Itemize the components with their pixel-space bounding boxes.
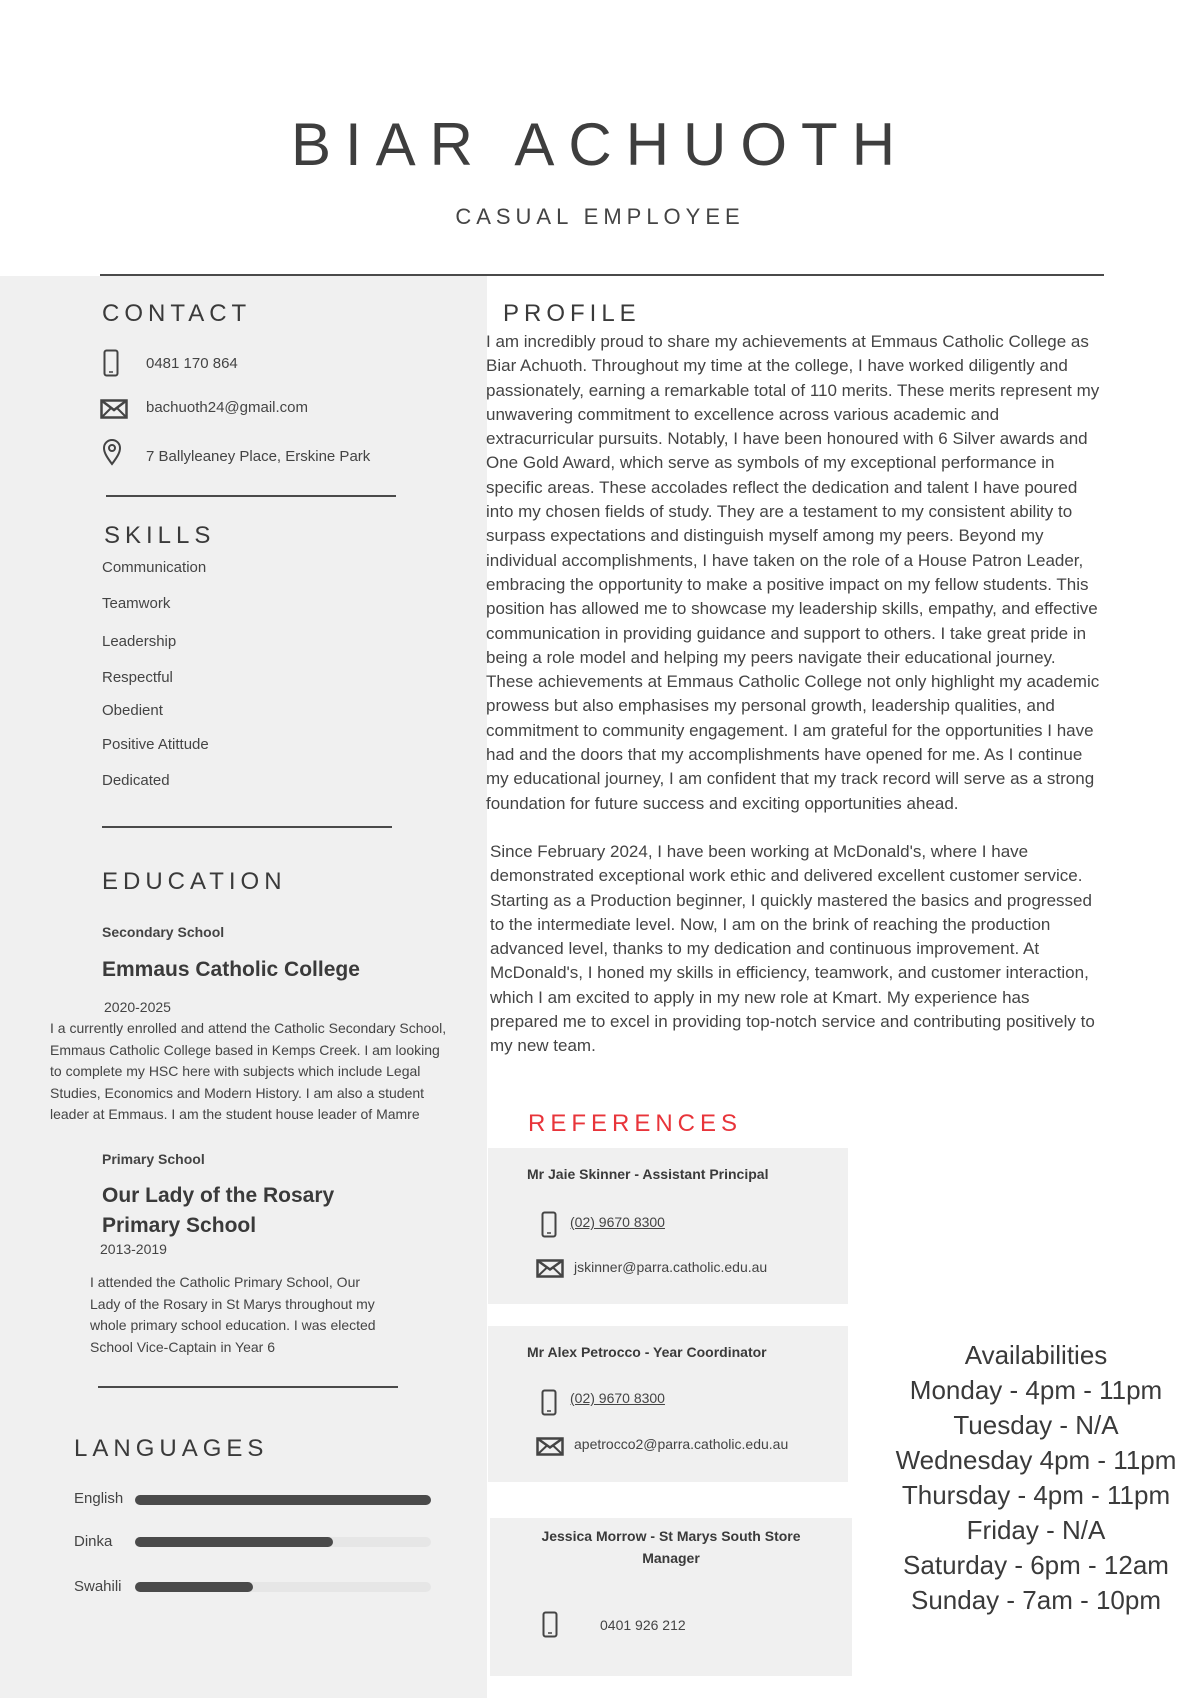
skills-heading: SKILLS — [104, 522, 216, 549]
phone-icon — [103, 349, 119, 377]
language-bar-fill — [135, 1537, 333, 1547]
availabilities-heading: Availabilities — [964, 1340, 1108, 1370]
reference-phone[interactable]: (02) 9670 8300 — [570, 1390, 665, 1406]
map-pin-icon — [102, 438, 122, 466]
language-bar-fill — [135, 1582, 253, 1592]
language-name: English — [74, 1490, 124, 1507]
availabilities — [880, 1338, 1192, 1618]
skill-item: Teamwork — [102, 595, 171, 612]
language-bar-fill — [135, 1495, 431, 1505]
reference-email[interactable]: jskinner@parra.catholic.edu.au — [574, 1259, 768, 1275]
education-years: 2013-2019 — [100, 1241, 167, 1257]
skill-item: Dedicated — [102, 772, 170, 789]
candidate-name: BIAR ACHUOTH — [290, 111, 910, 178]
reference-name: Mr Alex Petrocco - Year Coordinator — [527, 1344, 767, 1360]
education-level: Primary School — [102, 1151, 205, 1167]
reference-name: Manager — [642, 1550, 700, 1566]
availability-line: Monday - 4pm - 11pm — [909, 1375, 1163, 1405]
education-level: Secondary School — [102, 924, 225, 940]
language-bar — [135, 1537, 431, 1547]
sidebar — [0, 276, 487, 1698]
reference-card — [488, 1148, 848, 1304]
education-description: I a currently enrolled and attend the Catholic Secondary School, Emmaus Catholic College based in Kemps Creek. I am looking to complete my HSC here with subjects which include Legal Studies, Economics and Modern History. I am also a student leader at Emmaus. I am the student house leader of Mamre — [50, 1020, 447, 1122]
availability-line: Wednesday 4pm - 11pm — [895, 1445, 1177, 1475]
education-school: Emmaus Catholic College — [102, 958, 360, 981]
contact-phone: 0481 170 864 — [146, 355, 238, 372]
education-divider — [98, 1386, 398, 1388]
availability-line: Thursday - 4pm - 11pm — [901, 1480, 1171, 1510]
contact-email[interactable]: bachuoth24@gmail.com — [146, 399, 308, 416]
skill-item: Obedient — [102, 702, 163, 719]
reference-card — [488, 1326, 848, 1482]
availability-line: Friday - N/A — [966, 1515, 1106, 1545]
references-heading: REFERENCES — [528, 1110, 743, 1137]
phone-icon — [541, 1211, 557, 1238]
skill-item: Leadership — [102, 633, 177, 650]
contact-address: 7 Ballyleaney Place, Erskine Park — [146, 448, 371, 465]
reference-phone[interactable]: (02) 9670 8300 — [570, 1214, 665, 1230]
language-name: Swahili — [74, 1578, 122, 1595]
skill-item: Communication — [102, 559, 207, 576]
language-bar — [135, 1495, 431, 1505]
envelope-icon — [536, 1437, 564, 1456]
reference-name: Mr Jaie Skinner - Assistant Principal — [527, 1166, 769, 1182]
education-heading: EDUCATION — [102, 868, 287, 895]
contact-heading: CONTACT — [102, 300, 252, 327]
profile-heading: PROFILE — [503, 300, 641, 327]
skills-divider — [102, 826, 392, 828]
profile-paragraph: Since February 2024, I have been working at McDonald's, where I have demonstrated exceptional work ethic and delivered excellent customer service. Starting as a Production beginner, I quickly mastered the basics and progressed to the intermediate level. Now, I am on the brink of reaching the production advanced level, thanks to my dedication and continuous improvement. At McDonald's, I honed my skills in efficiency, teamwork, and customer interaction, which I am excited to apply in my new role at Kmart. My experience has prepared me to excel in providing top-notch service and contributing positively to my new team. — [490, 841, 1095, 1056]
skill-item: Respectful — [102, 669, 173, 686]
contact-divider — [106, 495, 396, 497]
availability-line: Tuesday - N/A — [953, 1410, 1119, 1440]
reference-name: Jessica Morrow - St Marys South Store — [541, 1528, 801, 1544]
language-name: Dinka — [74, 1533, 113, 1550]
envelope-icon — [100, 399, 128, 419]
reference-card — [490, 1518, 852, 1676]
reference-email[interactable]: apetrocco2@parra.catholic.edu.au — [574, 1436, 789, 1452]
language-bar — [135, 1582, 431, 1592]
reference-phone: 0401 926 212 — [600, 1617, 686, 1633]
profile-text — [486, 330, 1102, 1059]
profile-paragraph: I am incredibly proud to share my achievements at Emmaus Catholic College as Biar Achuoth. Throughout my time at the college, I have worked diligently and passionately, earning a remarkable total of 110 merits. These merits represent my unwavering commitment to excellence across various academic and extracurricular pursuits. Notably, I have been honoured with 6 Silver awards and One Gold Award, which serve as symbols of my exceptional performance in specific areas. These accolades reflect the dedication and talent I have poured into my chosen fields of study. They are a testament to my consistent ability to surpass expectations and distinguish myself among my peers. Beyond my individual accomplishments, I have taken on the role of a House Patron Leader, embracing the opportunity to make a positive impact on my fellow students. This position has allowed me to showcase my leadership skills, empathy, and effective communication in providing guidance and support to others. I take great pride in being a role model and helping my peers navigate their educational journey. These achievements at Emmaus Catholic College not only highlight my academic prowess but also emphasises my personal growth, leadership qualities, and commitment to community engagement. I am grateful for the opportunities I have had and the doors that my accomplishments have opened for me. As I continue my educational journey, I am confident that my track record will serve as a strong foundation for future success and exciting opportunities ahead. — [486, 332, 1100, 813]
education-years: 2020-2025 — [104, 999, 171, 1015]
availability-line: Saturday - 6pm - 12am — [903, 1550, 1169, 1580]
education-description: I attended the Catholic Primary School, Our Lady of the Rosary in St Marys throughout my whole primary school education. I was elected School Vice-Captain in Year 6 — [90, 1274, 376, 1355]
phone-icon — [541, 1389, 557, 1416]
skill-item: Positive Atittude — [102, 736, 209, 753]
envelope-icon — [536, 1259, 564, 1278]
education-school: Our Lady of the Rosary Primary School — [102, 1184, 335, 1237]
languages-heading: LANGUAGES — [74, 1435, 269, 1462]
candidate-title: CASUAL EMPLOYEE — [455, 204, 745, 229]
availability-line: Sunday - 7am - 10pm — [910, 1585, 1161, 1615]
phone-icon — [542, 1611, 558, 1638]
